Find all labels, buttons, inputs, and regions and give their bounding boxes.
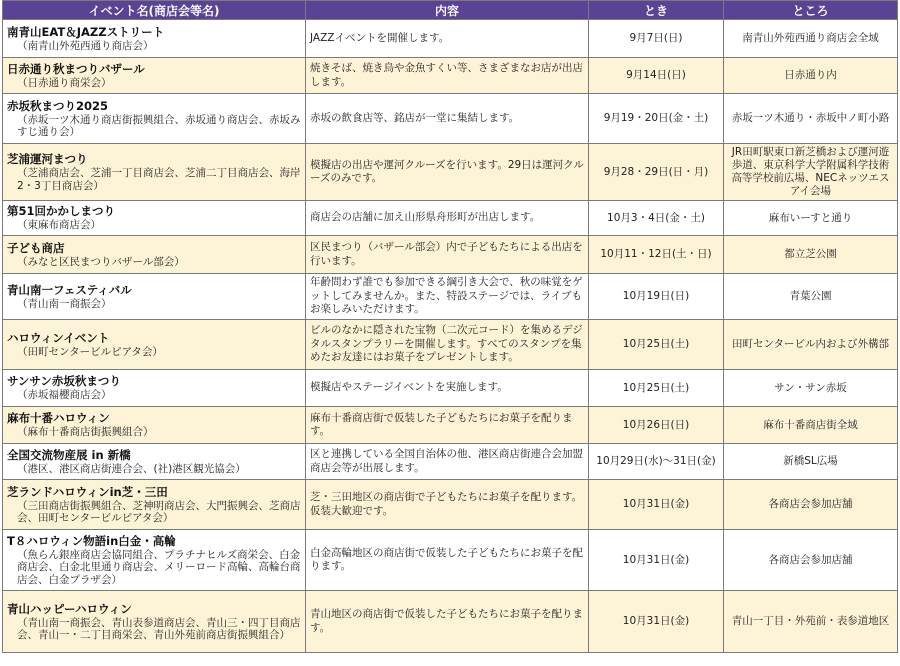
event-name: 子ども商店 xyxy=(7,240,65,255)
table-row xyxy=(3,591,898,653)
event-organizer: （青山南一商振会、青山表参道商店会、青山三・四丁目商店会、青山一・二丁目商栄会、青山外苑前商店街振興組合） xyxy=(17,616,301,641)
event-cell xyxy=(3,274,306,320)
event-cell xyxy=(3,236,306,274)
table-row xyxy=(3,236,898,274)
event-table-wrapper xyxy=(2,0,898,653)
table-row xyxy=(3,370,898,407)
event-name: サンサン赤坂秋まつり xyxy=(7,374,121,389)
event-date: 10月3・4日(金・土) xyxy=(589,201,724,236)
table-row xyxy=(3,444,898,480)
event-description: 区と連携している全国自治体の他、港区商店街連合会加盟商店会等が出展します。 xyxy=(306,444,589,480)
event-table xyxy=(2,0,898,653)
event-description: 焼きそば、焼き鳥や金魚すくい等、さまざまなお店が出店します。 xyxy=(306,58,589,94)
event-organizer: （三田商店街振興組合、芝神明商店会、大門振興会、芝商店会、田町センタービルピアタ会） xyxy=(17,499,301,524)
table-row xyxy=(3,480,898,530)
event-date: 10月31日(金) xyxy=(589,480,724,530)
event-organizer: （青山南一商振会） xyxy=(17,297,112,310)
event-cell xyxy=(3,320,306,370)
event-description: 麻布十番商店街で仮装した子どもたちにお菓子を配ります。 xyxy=(306,407,589,444)
event-cell xyxy=(3,370,306,407)
event-name: T８ハロウィン物語in白金・高輪 xyxy=(7,533,176,548)
event-organizer: （赤坂福櫻商店会） xyxy=(17,389,112,402)
header-where: ところ xyxy=(724,1,898,20)
event-location: 日赤通り内 xyxy=(724,58,898,94)
header-event: イベント名(商店会等名) xyxy=(3,1,306,20)
event-name: 麻布十番ハロウィン xyxy=(7,411,110,426)
event-cell xyxy=(3,530,306,591)
event-location: サン・サン赤坂 xyxy=(724,370,898,407)
event-description: 赤坂の飲食店等、銘店が一堂に集結します。 xyxy=(306,94,589,144)
event-name: 南青山EAT＆JAZZストリート xyxy=(7,24,165,39)
table-row xyxy=(3,94,898,144)
event-description: 商店会の店舗に加え山形県舟形町が出店します。 xyxy=(306,201,589,236)
event-organizer: （港区、港区商店街連合会、(社)港区観光協会） xyxy=(17,462,246,475)
table-row xyxy=(3,144,898,201)
event-date: 10月29日(水)～31日(金) xyxy=(589,444,724,480)
header-description: 内容 xyxy=(306,1,589,20)
event-date: 10月19日(日) xyxy=(589,274,724,320)
event-organizer: （魚らん銀座商店会協同組合、プラチナヒルズ商栄会、白金商店会、白金北里通り商店会、メリーロード高輪、高輪台商店会、白金プラザ会） xyxy=(17,548,301,586)
event-organizer: （田町センタービルピアタ会） xyxy=(17,345,163,358)
event-cell xyxy=(3,20,306,58)
event-cell xyxy=(3,58,306,94)
event-cell xyxy=(3,444,306,480)
event-description: 区民まつり（バザール部会）内で子どもたちによる出店を行います。 xyxy=(306,236,589,274)
event-name: 赤坂秋まつり2025 xyxy=(7,98,109,113)
event-location: 南青山外苑西通り商店会全域 xyxy=(724,20,898,58)
event-location: 青山一丁目・外苑前・表参道地区 xyxy=(724,591,898,653)
event-description: 芝・三田地区の商店街で子どもたちにお菓子を配ります。仮装大歓迎です。 xyxy=(306,480,589,530)
event-description: 青山地区の商店街で仮装した子どもたちにお菓子を配ります。 xyxy=(306,591,589,653)
event-location: 各商店会参加店舗 xyxy=(724,530,898,591)
event-date: 10月31日(金) xyxy=(589,591,724,653)
event-location: 田町センタービル内および外構部 xyxy=(724,320,898,370)
table-row xyxy=(3,58,898,94)
table-row xyxy=(3,274,898,320)
table-row xyxy=(3,530,898,591)
event-organizer: （東麻布商店会） xyxy=(17,219,101,232)
event-date: 10月25日(土) xyxy=(589,320,724,370)
event-organizer: （麻布十番商店街振興組合） xyxy=(17,426,154,439)
event-location: 各商店会参加店舗 xyxy=(724,480,898,530)
event-name: 日赤通り秋まつりバザール xyxy=(7,61,145,76)
event-cell xyxy=(3,144,306,201)
event-location: 麻布十番商店街全域 xyxy=(724,407,898,444)
event-location: 都立芝公園 xyxy=(724,236,898,274)
event-location: 赤坂一ツ木通り・赤坂中ノ町小路 xyxy=(724,94,898,144)
event-name: 青山南一フェスティバル xyxy=(7,282,132,297)
event-description: ビルのなかに隠された宝物（二次元コード）を集めるデジタルスタンプラリーを開催します。すべてのスタンプを集めたお友達にはお菓子をプレゼントします。 xyxy=(306,320,589,370)
event-date: 10月25日(土) xyxy=(589,370,724,407)
event-date: 9月7日(日) xyxy=(589,20,724,58)
event-name: 芝ランドハロウィンin芝・三田 xyxy=(7,484,168,499)
event-name: 青山ハッピーハロウィン xyxy=(7,601,132,616)
event-date: 10月31日(金) xyxy=(589,530,724,591)
event-date: 9月14日(日) xyxy=(589,58,724,94)
event-cell xyxy=(3,94,306,144)
event-location: 新橋SL広場 xyxy=(724,444,898,480)
event-location: 麻布いーすと通り xyxy=(724,201,898,236)
event-cell xyxy=(3,480,306,530)
event-cell xyxy=(3,201,306,236)
event-date: 10月11・12日(土・日) xyxy=(589,236,724,274)
event-organizer: （南青山外苑西通り商店会） xyxy=(17,39,154,52)
table-row xyxy=(3,20,898,58)
event-organizer: （みなと区民まつりバザール部会） xyxy=(17,255,185,268)
event-organizer: （芝浦商店会、芝浦一丁目商店会、芝浦二丁目商店会、海岸2・3丁目商店会） xyxy=(17,167,301,192)
event-organizer: （赤坂一ツ木通り商店街振興組合、赤坂通り商店会、赤坂みすじ通り会） xyxy=(17,113,301,138)
event-location: 青葉公園 xyxy=(724,274,898,320)
event-date: 10月26日(日) xyxy=(589,407,724,444)
event-description: 模擬店の出店や運河クルーズを行います。29日は運河クルーズのみです。 xyxy=(306,144,589,201)
event-description: JAZZイベントを開催します。 xyxy=(306,20,589,58)
event-cell xyxy=(3,591,306,653)
event-name: 芝浦運河まつり xyxy=(7,152,88,166)
table-header-row xyxy=(3,1,898,20)
event-organizer: （日赤通り商栄会） xyxy=(17,76,112,89)
event-location: JR田町駅東口新芝橋および運河遊歩道、東京科学大学附属科学技術高等学校前広場、NECネッツエスアイ会場 xyxy=(724,144,898,201)
header-when: とき xyxy=(589,1,724,20)
event-cell xyxy=(3,407,306,444)
table-row xyxy=(3,201,898,236)
event-description: 年齢問わず誰でも参加できる綱引き大会で、秋の味覚をゲットしてみませんか。また、特設ステージでは、ライブもお楽しみいただけます。 xyxy=(306,274,589,320)
event-date: 9月28・29日(日・月) xyxy=(589,144,724,201)
event-description: 白金高輪地区の商店街で仮装した子どもたちにお菓子を配ります。 xyxy=(306,530,589,591)
event-description: 模擬店やステージイベントを実施します。 xyxy=(306,370,589,407)
event-date: 9月19・20日(金・土) xyxy=(589,94,724,144)
event-name: ハロウィンイベント xyxy=(7,330,110,345)
event-name: 第51回かかしまつり xyxy=(7,204,116,219)
table-row xyxy=(3,407,898,444)
event-name: 全国交流物産展 in 新橋 xyxy=(7,447,131,462)
table-row xyxy=(3,320,898,370)
